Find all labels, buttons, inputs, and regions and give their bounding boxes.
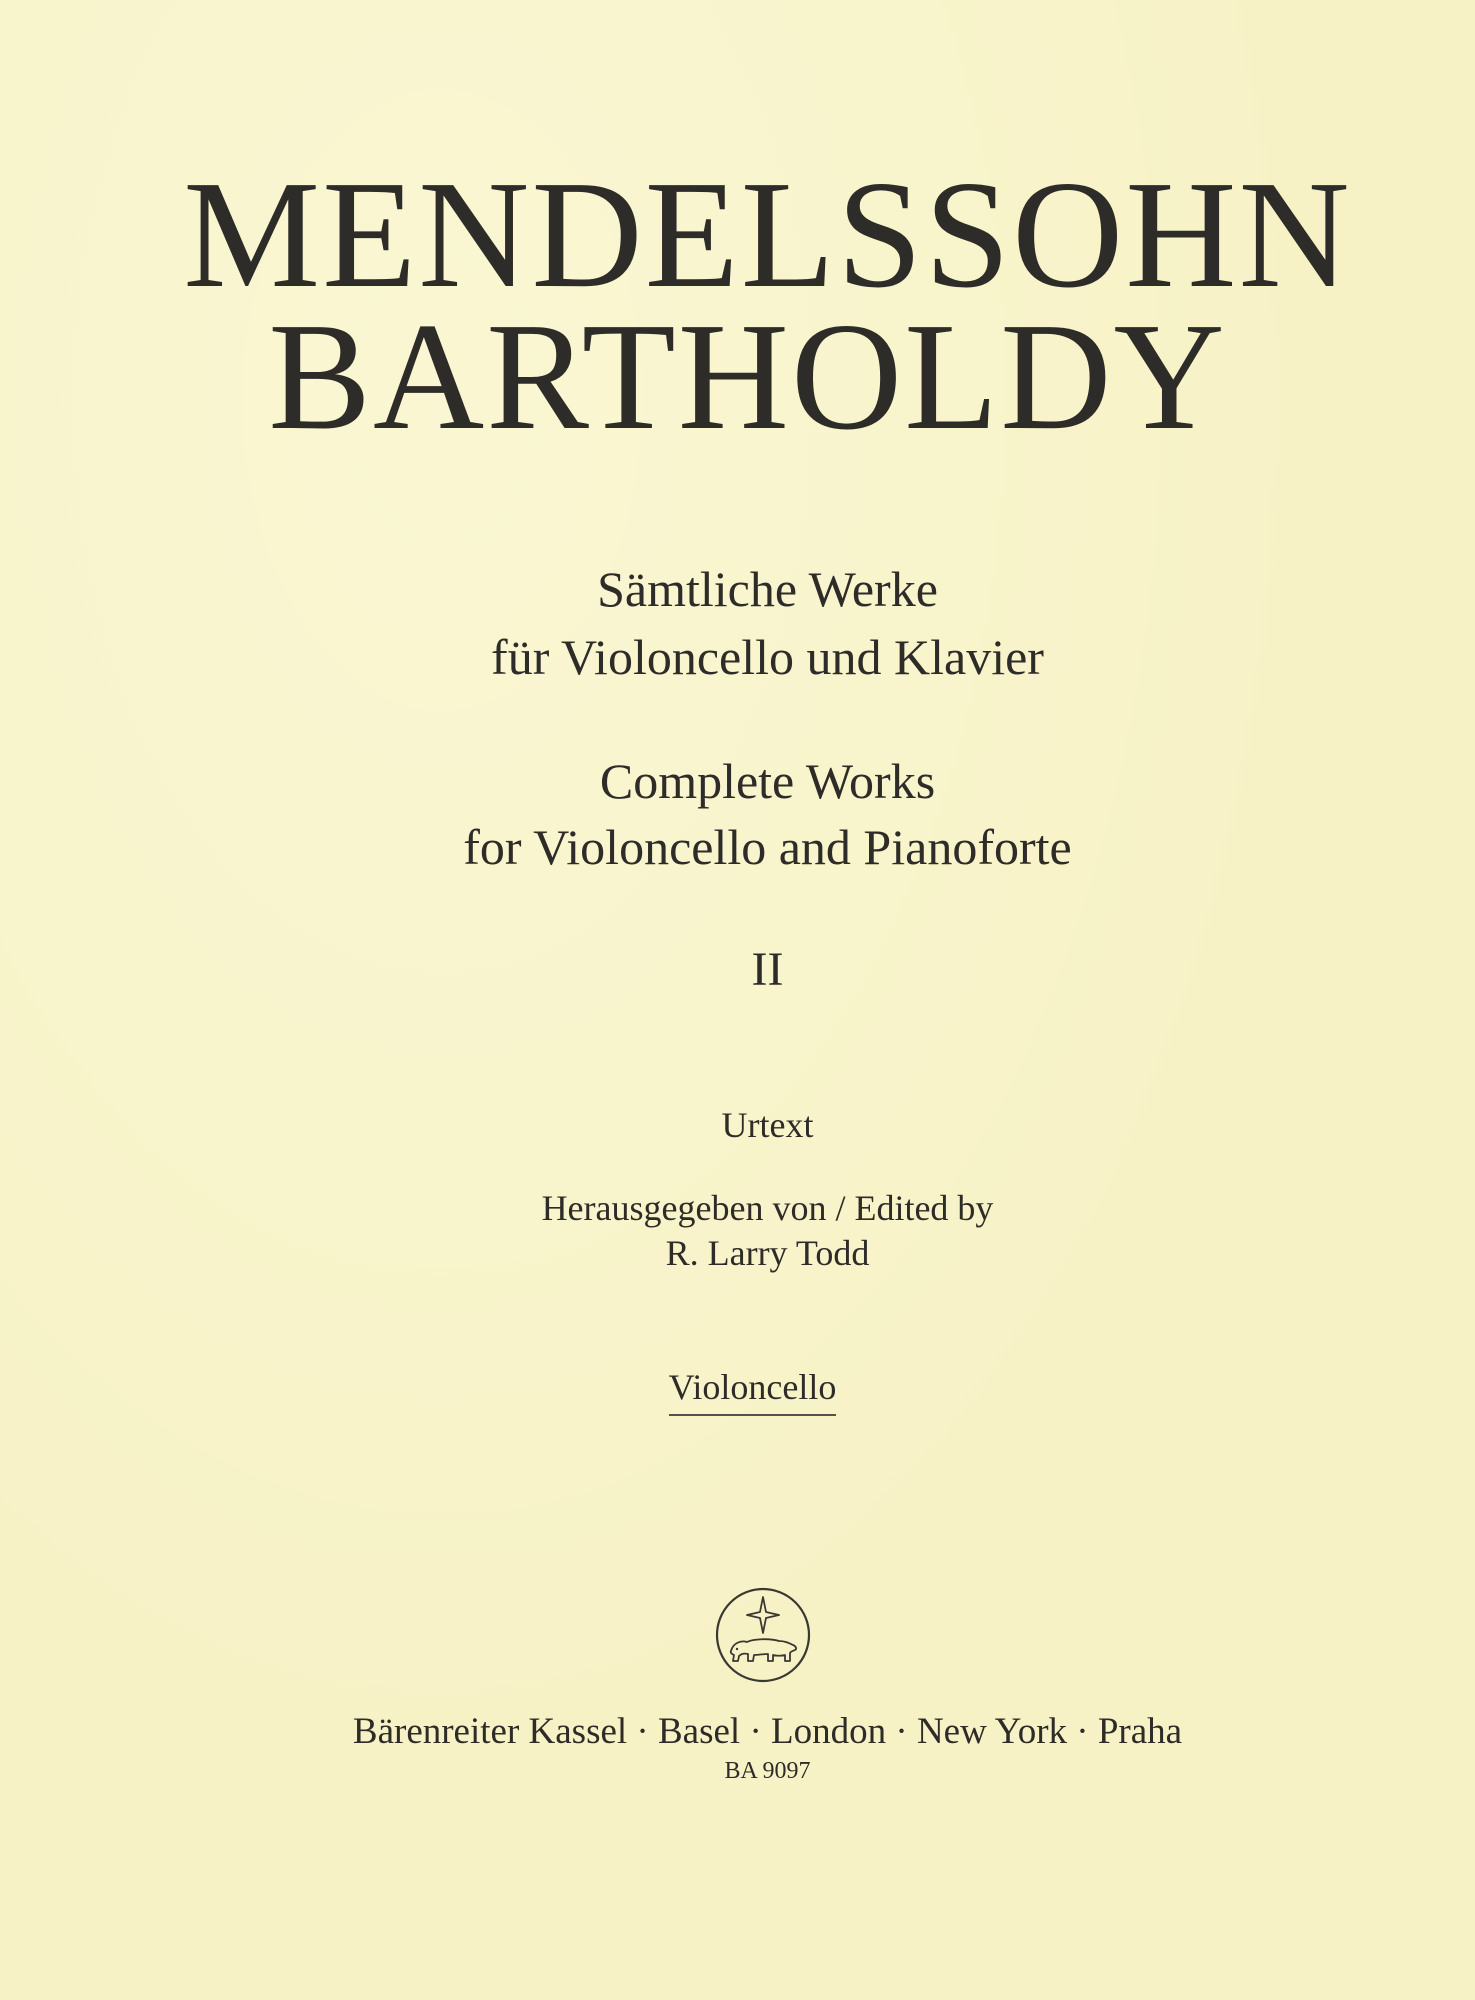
editor-name: R. Larry Todd: [665, 1233, 870, 1273]
baerenreiter-bear-star-icon: [713, 1585, 813, 1685]
german-title-line-2: für Violoncello und Klavier: [491, 629, 1044, 685]
catalog-number: BA 9097: [724, 1758, 811, 1784]
english-title-line-2: for Violoncello and Pianoforte: [463, 819, 1072, 875]
publisher-cities: Bärenreiter Kassel · Basel · London · New York · Praha: [352, 1711, 1183, 1752]
english-title-line-1: Complete Works: [599, 753, 936, 809]
edited-by-label: Herausgegeben von / Edited by: [541, 1188, 994, 1228]
german-title-line-1: Sämtliche Werke: [597, 561, 938, 617]
composer-name-line-2: BARTHOLDY: [268, 292, 1227, 462]
volume-number: II: [751, 943, 784, 996]
composer-name-line-1: MENDELSSOHN: [183, 150, 1352, 320]
urtext-label: Urtext: [721, 1105, 814, 1145]
part-label-wrap: [0, 1366, 1475, 1416]
instrument-part-label: Violoncello: [669, 1366, 837, 1416]
